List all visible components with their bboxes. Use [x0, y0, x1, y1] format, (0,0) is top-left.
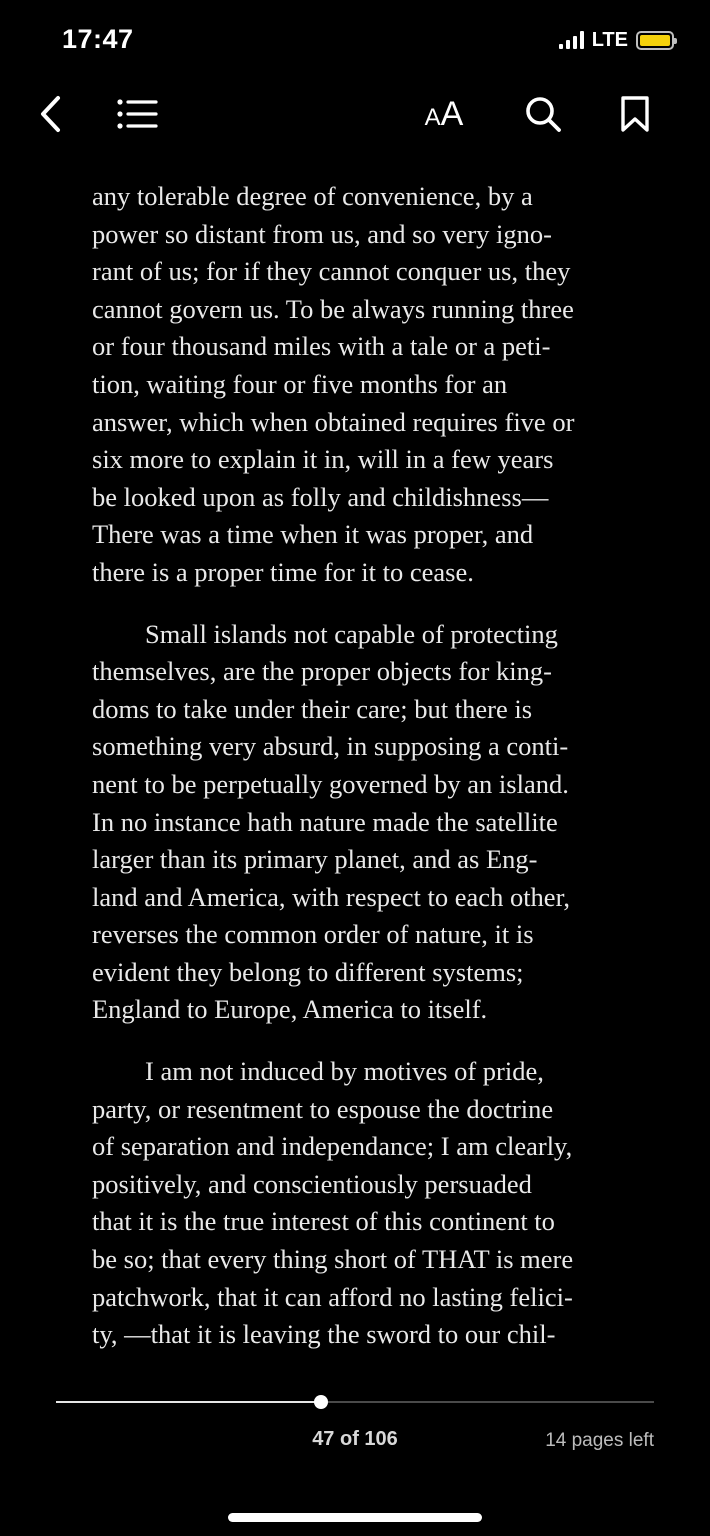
- progress-thumb[interactable]: [314, 1395, 328, 1409]
- paragraph: Small islands not capable of protecting themselves, are the proper objects for king- doms to take under their care; but there is something very absurd, in supposing a conti- nent to be perpetually governed by an island. In no instance hath nature made the satellite larger than its primary planet, and as Eng- land and America, with respect to each other, reverses the common order of nature, it is evident they belong to different systems; England to Europe, America to itself.: [92, 618, 570, 1025]
- signal-icon: [559, 31, 584, 49]
- search-button[interactable]: [518, 84, 568, 144]
- paragraph: any tolerable degree of convenience, by a power so distant from us, and so very igno- rant of us; for if they cannot conquer us, they cannot govern us. To be always running three or four thousand miles with a tale or a peti- tion, waiting four or five months for an answer, which when obtained requires five or six more to explain it in, will in a few years be looked upon as folly and childishness— There was a time when it was proper, and there is a proper time for it to cease.: [92, 181, 575, 587]
- bookmark-icon: [620, 95, 650, 133]
- battery-icon: [636, 31, 674, 50]
- font-settings-button[interactable]: [414, 84, 474, 144]
- font-size-small-label: A: [424, 103, 441, 131]
- page-progress-slider[interactable]: [56, 1401, 654, 1403]
- back-button[interactable]: [30, 84, 70, 144]
- book-page-text: [92, 178, 652, 1378]
- page-count: 47 of 106: [312, 1428, 398, 1450]
- home-indicator[interactable]: [228, 1513, 482, 1522]
- bookmark-button[interactable]: [610, 84, 660, 144]
- status-indicators: [559, 28, 674, 52]
- font-size-large-label: A: [440, 94, 464, 133]
- back-chevron-icon: [38, 95, 62, 133]
- status-bar: [0, 0, 710, 82]
- search-icon: [524, 95, 562, 133]
- progress-fill: [56, 1401, 321, 1403]
- font-settings-icon: [425, 95, 464, 134]
- reader-toolbar: [0, 84, 710, 144]
- paragraph: I am not induced by motives of pride, party, or resentment to espouse the doctrine of separation and independance; I am clearly, positively, and conscientiously persuaded that it is the true interest of this continent to be so; that every thing short of THAT is mere patchwork, that it can afford no lasting felici- ty, —that it is leaving the sword to our chil-: [92, 1056, 574, 1350]
- status-time: 17:47: [62, 24, 134, 54]
- pages-left-label: 14 pages left: [545, 1430, 654, 1451]
- battery-level: [640, 35, 670, 46]
- network-label: LTE: [591, 28, 628, 51]
- table-of-contents-icon: [116, 98, 158, 130]
- table-of-contents-button[interactable]: [112, 84, 162, 144]
